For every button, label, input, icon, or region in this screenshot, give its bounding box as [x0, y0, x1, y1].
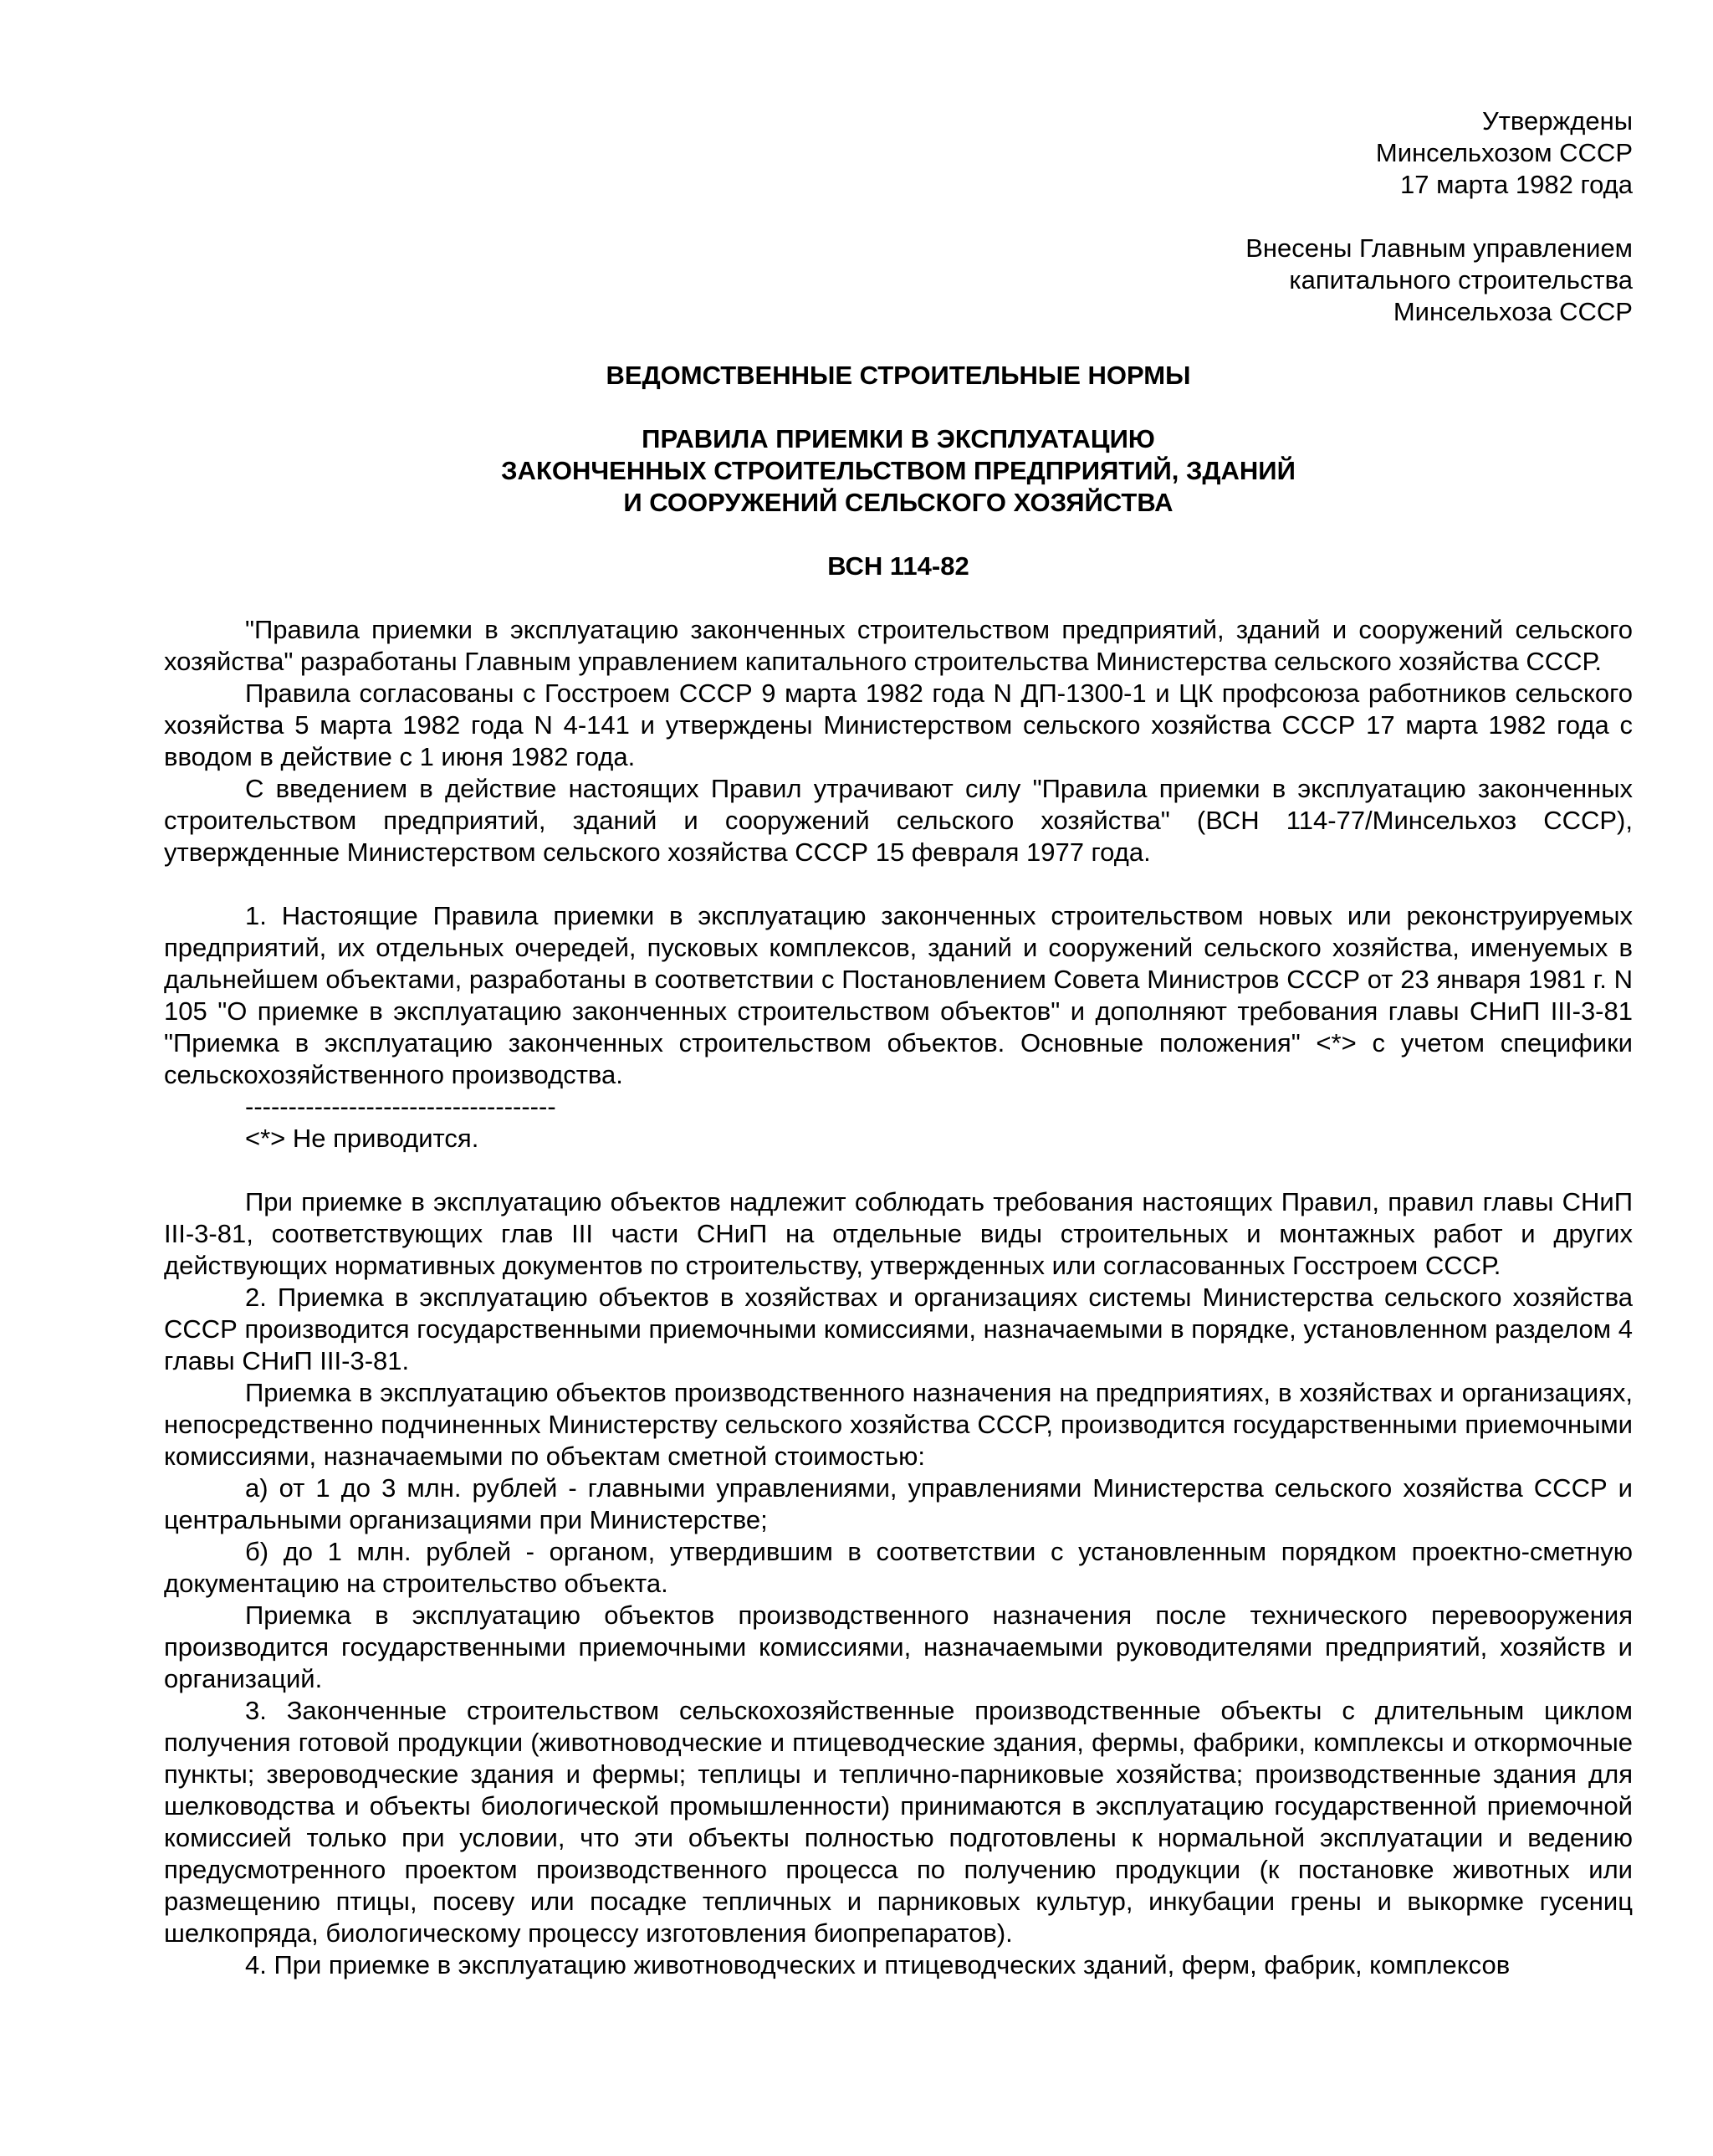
submitted-line: Минсельхоза СССР: [1393, 297, 1633, 326]
submitted-line: капитального строительства: [1289, 265, 1633, 294]
code-text: ВСН 114-82: [827, 551, 969, 581]
body-paragraph: 4. При приемке в эксплуатацию животноводческих и птицеводческих зданий, ферм, фабрик, комплексов: [245, 1950, 1511, 1979]
approval-line: 17 марта 1982 года: [1399, 170, 1633, 199]
title-line: ЗАКОНЧЕННЫХ СТРОИТЕЛЬСТВОМ ПРЕДПРИЯТИЙ, ЗДАНИЙ: [501, 456, 1296, 485]
intro-paragraph: С введением в действие настоящих Правил утрачивают силу "Правила приемки в эксплуатацию законченных строительством предприятий, зданий и сооружений сельского хозяйства" (ВСН 114-77/Минсельхоз СССР), утвержденные Министерством сельского хозяйства СССР 15 февраля 1977 года.: [164, 774, 1633, 867]
footnote-rule: ------------------------------------: [245, 1092, 556, 1121]
section-1-paragraph: 1. Настоящие Правила приемки в эксплуатацию законченных строительством новых или реконструируемых предприятий, их отдельных очередей, пусковых комплексов, зданий и сооружений сельского хозяйства, именуемых в дальнейшем объектами, разработаны в соответствии с Постановлением Совета Министров СССР от 23 января 1981 г. N 105 "О приемке в эксплуатацию законченных строительством объектов" и дополняют требования главы СНиП III-3-81 "Приемка в эксплуатацию законченных строительством объектов. Основные положения" <*> с учетом специфики сельскохозяйственного производства.: [164, 901, 1633, 1089]
document-category: [164, 360, 1633, 392]
body-paragraph: 3. Законченные строительством сельскохозяйственные производственные объекты с длительным циклом получения готовой продукции (животноводческие и птицеводческие здания, фермы, фабрики, комплексы и откормочные пункты; звероводческие здания и фермы; теплицы и теплично-парниковые хозяйства; производственные здания для шелководства и объекты биологической промышленности) принимаются в эксплуатацию государственной приемочной комиссией только при условии, что эти объекты полностью подготовлены к нормальной эксплуатации и ведению предусмотренного проектом производственного процесса по получению продукции (к постановке животных или размещению птицы, посеву или посадке тепличных и парниковых культур, инкубации грены и выкормке гусениц шелкопряда, биологическому процессу изготовления биопрепаратов).: [164, 1696, 1633, 1948]
body-paragraph: б) до 1 млн. рублей - органом, утвердившим в соответствии с установленным порядком проектно-сметную документацию на строительство объекта.: [164, 1537, 1633, 1598]
body-paragraph: При приемке в эксплуатацию объектов надлежит соблюдать требования настоящих Правил, правил главы СНиП III-3-81, соответствующих глав III части СНиП на отдельные виды строительных и монтажных работ и других действующих нормативных документов по строительству, утвержденных или согласованных Госстроем СССР.: [164, 1187, 1633, 1280]
title-line: И СООРУЖЕНИЙ СЕЛЬСКОГО ХОЗЯЙСТВА: [623, 488, 1174, 517]
body-paragraph: Приемка в эксплуатацию объектов производственного назначения на предприятиях, в хозяйствах и организациях, непосредственно подчиненных Министерству сельского хозяйства СССР, производится государственными приемочными комиссиями, назначаемыми по объектам сметной стоимостью:: [164, 1378, 1633, 1471]
body-paragraph: 2. Приемка в эксплуатацию объектов в хозяйствах и организациях системы Министерства сельского хозяйства СССР производится государственными приемочными комиссиями, назначаемыми в порядке, установленном разделом 4 главы СНиП III-3-81.: [164, 1283, 1633, 1375]
document-page: [164, 105, 1633, 1981]
intro-paragraph: "Правила приемки в эксплуатацию законченных строительством предприятий, зданий и сооружений сельского хозяйства" разработаны Главным управлением капитального строительства Министерства сельского хозяйства СССР.: [164, 615, 1633, 676]
body-paragraph: Приемка в эксплуатацию объектов производственного назначения после технического перевооружения производится государственными приемочными комиссиями, назначаемыми руководителями предприятий, хозяйств и организаций.: [164, 1600, 1633, 1693]
approval-line: Минсельхозом СССР: [1375, 138, 1633, 167]
category-text: ВЕДОМСТВЕННЫЕ СТРОИТЕЛЬНЫЕ НОРМЫ: [606, 361, 1191, 390]
body-paragraph: а) от 1 до 3 млн. рублей - главными управлениями, управлениями Министерства сельского хозяйства СССР и центральными организациями при Министерстве;: [164, 1473, 1633, 1534]
submitted-line: Внесены Главным управлением: [1245, 233, 1633, 263]
approval-block: [164, 105, 1633, 201]
document-code: [164, 551, 1633, 582]
intro-paragraph: Правила согласованы с Госстроем СССР 9 марта 1982 года N ДП-1300-1 и ЦК профсоюза работников сельского хозяйства 5 марта 1982 года N 4-141 и утверждены Министерством сельского хозяйства СССР 17 марта 1982 года с вводом в действие с 1 июня 1982 года.: [164, 679, 1633, 771]
title-line: ПРАВИЛА ПРИЕМКИ В ЭКСПЛУАТАЦИЮ: [642, 424, 1155, 453]
footnote-text: <*> Не приводится.: [245, 1124, 479, 1153]
submitted-block: [164, 233, 1633, 328]
approval-line: Утверждены: [1482, 106, 1633, 136]
document-title: [164, 423, 1633, 519]
